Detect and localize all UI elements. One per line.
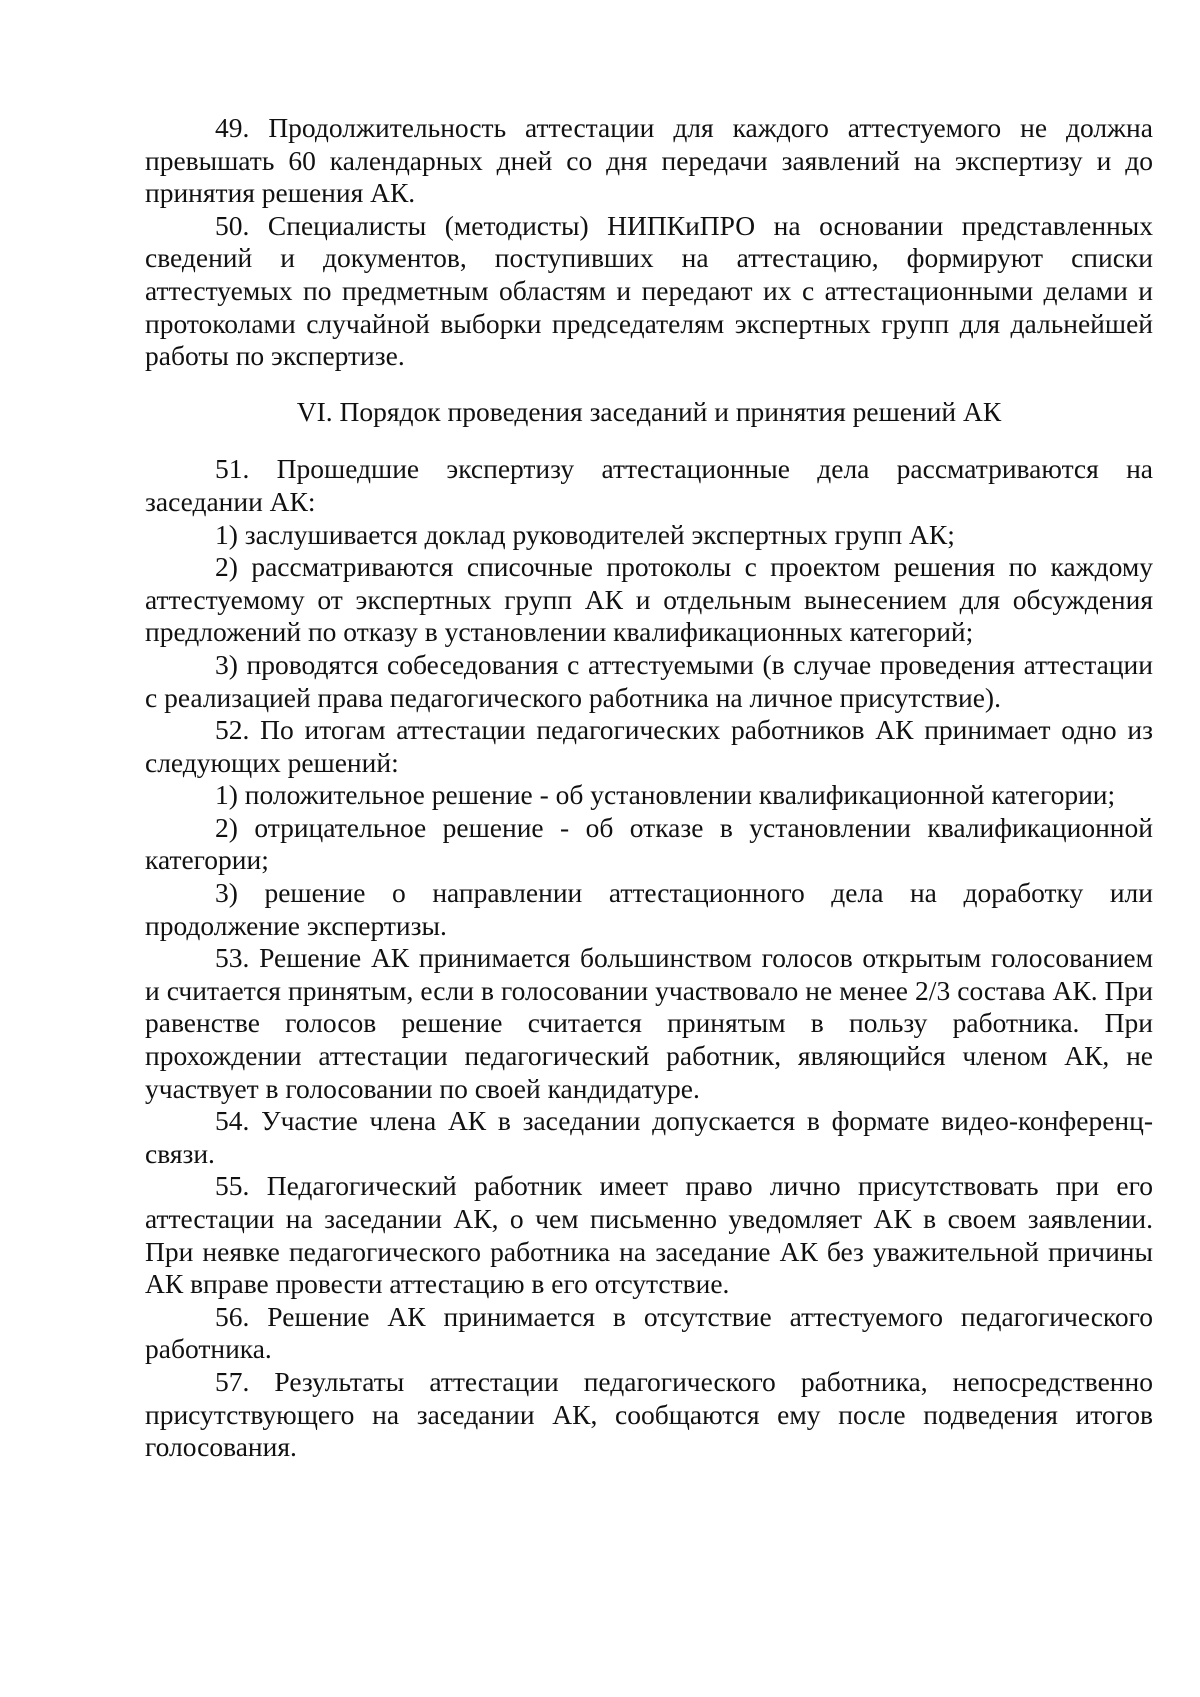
paragraph-49: 49. Продолжительность аттестации для каждого аттестуемого не должна превышать 60 календарных дней со дня передачи заявлений на экспертизу и до принятия решения АК. bbox=[145, 112, 1153, 209]
paragraph-57: 57. Результаты аттестации педагогического работника, непосредственно присутствующего на заседании АК, сообщаются ему после подведения итогов голосования. bbox=[145, 1365, 1153, 1463]
paragraph-51-item-1: 1) заслушивается доклад руководителей экспертных групп АК; bbox=[215, 518, 955, 550]
paragraph-50: 50. Специалисты (методисты) НИПКиПРО на основании представленных сведений и документов, поступивших на аттестацию, формируют списки аттестуемых по предметным областям и передают их с аттестационными делами и протоколами случайной выборки председателям экспертных групп для дальнейшей работы по экспертизе. bbox=[145, 209, 1153, 372]
paragraph-51-item-3: 3) проводятся собеседования с аттестуемыми (в случае проведения аттестации с реализацией права педагогического работника на личное присутствие). bbox=[145, 648, 1153, 713]
section-heading: VI. Порядок проведения заседаний и принятия решений АК bbox=[296, 395, 1002, 427]
paragraph-52-item-1: 1) положительное решение - об установлении квалификационной категории; bbox=[215, 779, 1116, 811]
paragraph-52: 52. По итогам аттестации педагогических работников АК принимает одно из следующих решений: bbox=[145, 714, 1153, 778]
paragraph-51: 51. Прошедшие экспертизу аттестационные дела рассматриваются на заседании АК: bbox=[145, 453, 1153, 517]
paragraph-51-item-2: 2) рассматриваются списочные протоколы с проектом решения по каждому аттестуемому от экспертных групп АК и отдельным вынесением для обсуждения предложений по отказу в установлении квалификационных категорий; bbox=[145, 551, 1153, 648]
paragraph-55: 55. Педагогический работник имеет право лично присутствовать при его аттестации на заседании АК, о чем письменно уведомляет АК в своем заявлении. При неявке педагогического работника на заседание АК без уважительной причины АК вправе провести аттестацию в его отсутствие. bbox=[145, 1170, 1153, 1300]
paragraph-56: 56. Решение АК принимается в отсутствие аттестуемого педагогического работника. bbox=[145, 1300, 1153, 1365]
paragraph-53: 53. Решение АК принимается большинством голосов открытым голосованием и считается принятым, если в голосовании участвовало не менее 2/3 состава АК. При равенстве голосов решение считается принятым в пользу работника. При прохождении аттестации педагогический работник, являющийся членом АК, не участвует в голосовании по своей кандидатуре. bbox=[145, 942, 1153, 1104]
paragraph-54: 54. Участие члена АК в заседании допускается в формате видео-конференц-связи. bbox=[145, 1105, 1153, 1169]
paragraph-52-item-2: 2) отрицательное решение - об отказе в установлении квалификационной категории; bbox=[145, 811, 1153, 876]
document-page bbox=[145, 112, 1153, 1464]
paragraph-52-item-3: 3) решение о направлении аттестационного дела на доработку или продолжение экспертизы. bbox=[145, 877, 1153, 941]
